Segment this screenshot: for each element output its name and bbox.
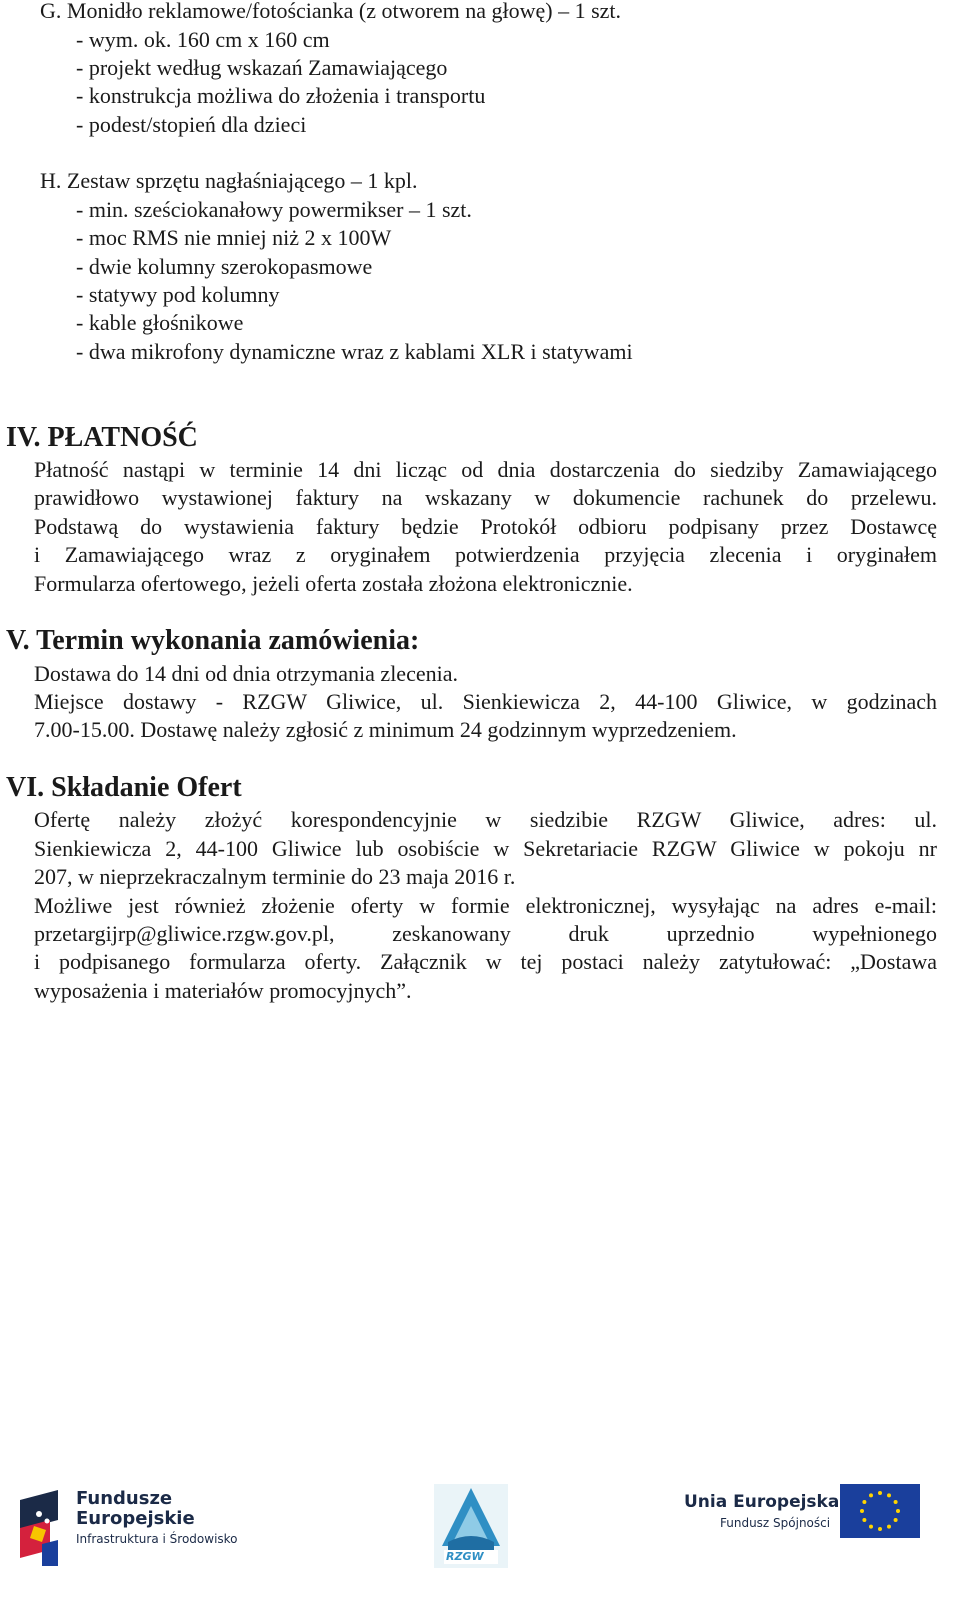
section-vi-heading: VI. Składanie Ofert [6, 772, 242, 803]
section-v-heading: V. Termin wykonania zamówienia: [6, 625, 420, 656]
fe-logo-line2: Europejskie [76, 1508, 195, 1529]
rzgw-logo-text: RZGW [446, 1550, 484, 1563]
section-h-item: - min. sześciokanałowy powermikser – 1 szt. [76, 197, 472, 222]
section-iv-line: Podstawą do wystawienia faktury będzie Protokół odbioru podpisany przez Dostawcę [34, 514, 937, 539]
fe-emblem-icon [20, 1490, 70, 1566]
section-g-title: G. Monidło reklamowe/fotościanka (z otworem na głowę) – 1 szt. [40, 0, 622, 23]
section-h-item: - statywy pod kolumny [76, 282, 280, 307]
section-vi-line: Możliwe jest również złożenie oferty w formie elektronicznej, wysyłając na adres e-mail: [34, 893, 937, 918]
section-vi-line: wyposażenia i materiałów promocyjnych”. [34, 978, 412, 1003]
fundusze-europejskie-logo [20, 1484, 250, 1574]
fe-logo-line1: Fundusze [76, 1488, 173, 1509]
section-vi-line: Sienkiewicza 2, 44-100 Gliwice lub osobiście w Sekretariacie RZGW Gliwice w pokoju nr [34, 836, 937, 861]
section-vi-line: 207, w nieprzekraczalnym terminie do 23 maja 2016 r. [34, 864, 516, 889]
section-iv-line: i Zamawiającego wraz z oryginałem potwierdzenia przyjęcia zlecenia i oryginałem [34, 542, 937, 567]
section-vi-email-line: przetargijrp@gliwice.rzgw.gov.pl, zeskanowany druk uprzednio wypełnionego [34, 921, 937, 946]
section-g-item: - projekt według wskazań Zamawiającego [76, 55, 448, 80]
rzgw-logo [434, 1484, 508, 1574]
eu-flag-icon [840, 1484, 920, 1538]
section-g-item: - wym. ok. 160 cm x 160 cm [76, 27, 330, 52]
eu-logo-line1: Unia Europejska [684, 1492, 840, 1512]
section-v-line: Dostawa do 14 dni od dnia otrzymania zlecenia. [34, 661, 458, 686]
fe-logo-line3: Infrastruktura i Środowisko [76, 1532, 238, 1546]
section-iv-line: prawidłowo wystawionej faktury na wskazany w dokumencie rachunek do przelewu. [34, 485, 937, 510]
section-h-item: - dwie kolumny szerokopasmowe [76, 254, 373, 279]
section-iv-line: Formularza ofertowego, jeżeli oferta została złożona elektronicznie. [34, 571, 633, 596]
section-v-line: Miejsce dostawy - RZGW Gliwice, ul. Sienkiewicza 2, 44-100 Gliwice, w godzinach [34, 689, 937, 714]
section-iv-heading: IV. PŁATNOŚĆ [6, 422, 198, 453]
section-iv-line: Płatność nastąpi w terminie 14 dni licząc od dnia dostarczenia do siedziby Zamawiającego [34, 457, 937, 482]
section-vi-line: i podpisanego formularza oferty. Załącznik w tej postaci należy zatytułować: „Dostawa [34, 949, 937, 974]
unia-europejska-logo [682, 1484, 922, 1574]
eu-logo-line2: Fundusz Spójności [720, 1516, 831, 1530]
section-h-title: H. Zestaw sprzętu nagłaśniającego – 1 kpl. [40, 168, 418, 193]
section-h-item: - moc RMS nie mniej niż 2 x 100W [76, 225, 392, 250]
section-vi-line: Ofertę należy złożyć korespondencyjnie w siedzibie RZGW Gliwice, adres: ul. [34, 807, 937, 832]
section-h-item: - kable głośnikowe [76, 310, 244, 335]
section-h-item: - dwa mikrofony dynamiczne wraz z kablami XLR i statywami [76, 339, 633, 364]
section-g-item: - podest/stopień dla dzieci [76, 112, 307, 137]
section-g-item: - konstrukcja możliwa do złożenia i transportu [76, 83, 486, 108]
footer-logos [0, 1484, 960, 1602]
section-v-line: 7.00-15.00. Dostawę należy zgłosić z minimum 24 godzinnym wyprzedzeniem. [34, 717, 737, 742]
